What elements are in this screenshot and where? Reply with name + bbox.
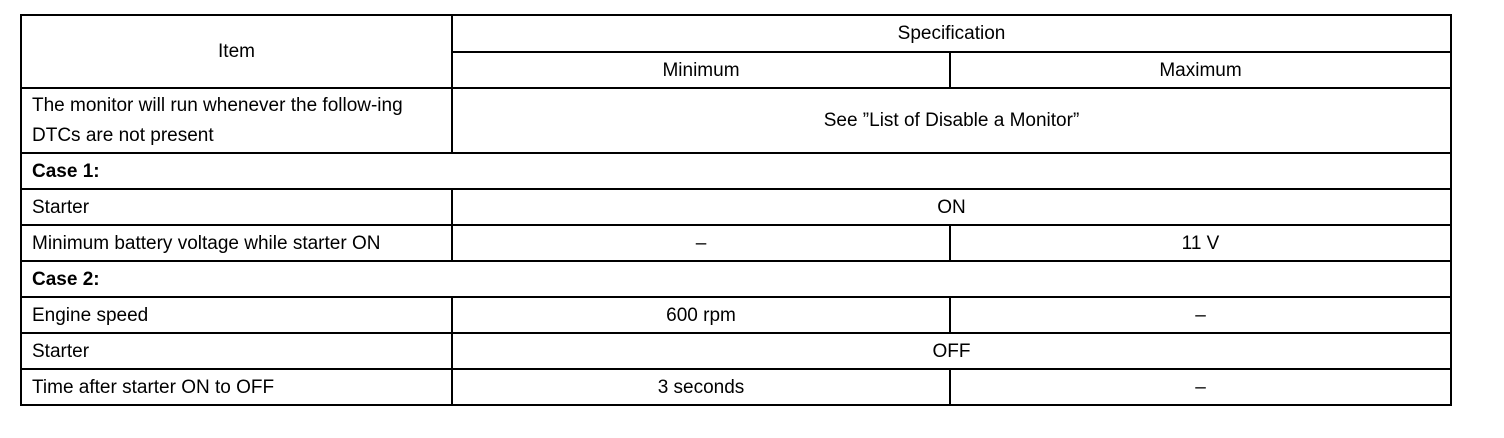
table-row <box>21 225 1451 261</box>
specification-table <box>20 14 1452 406</box>
table-row <box>21 189 1451 225</box>
row-value: ON <box>452 189 1451 225</box>
table-row <box>21 88 1451 153</box>
row-maximum: – <box>950 297 1451 333</box>
row-maximum: 11 V <box>950 225 1451 261</box>
row-label: Starter <box>21 333 452 369</box>
section-row <box>21 153 1451 189</box>
row-minimum: 3 seconds <box>452 369 950 405</box>
row-label: The monitor will run whenever the follow-ing DTCs are not present <box>21 88 452 153</box>
header-specification: Specification <box>452 15 1451 52</box>
row-minimum: – <box>452 225 950 261</box>
row-value: See ”List of Disable a Monitor” <box>452 88 1451 153</box>
row-label: Time after starter ON to OFF <box>21 369 452 405</box>
section-heading: Case 2: <box>21 261 1451 297</box>
row-label: Engine speed <box>21 297 452 333</box>
table-row <box>21 297 1451 333</box>
table-row <box>21 333 1451 369</box>
row-value: OFF <box>452 333 1451 369</box>
row-label: Starter <box>21 189 452 225</box>
section-heading: Case 1: <box>21 153 1451 189</box>
section-row <box>21 261 1451 297</box>
row-label: Minimum battery voltage while starter ON <box>21 225 452 261</box>
row-minimum: 600 rpm <box>452 297 950 333</box>
header-item: Item <box>21 15 452 88</box>
header-row-1 <box>21 15 1451 52</box>
header-maximum: Maximum <box>950 52 1451 88</box>
row-maximum: – <box>950 369 1451 405</box>
header-minimum: Minimum <box>452 52 950 88</box>
table-row <box>21 369 1451 405</box>
